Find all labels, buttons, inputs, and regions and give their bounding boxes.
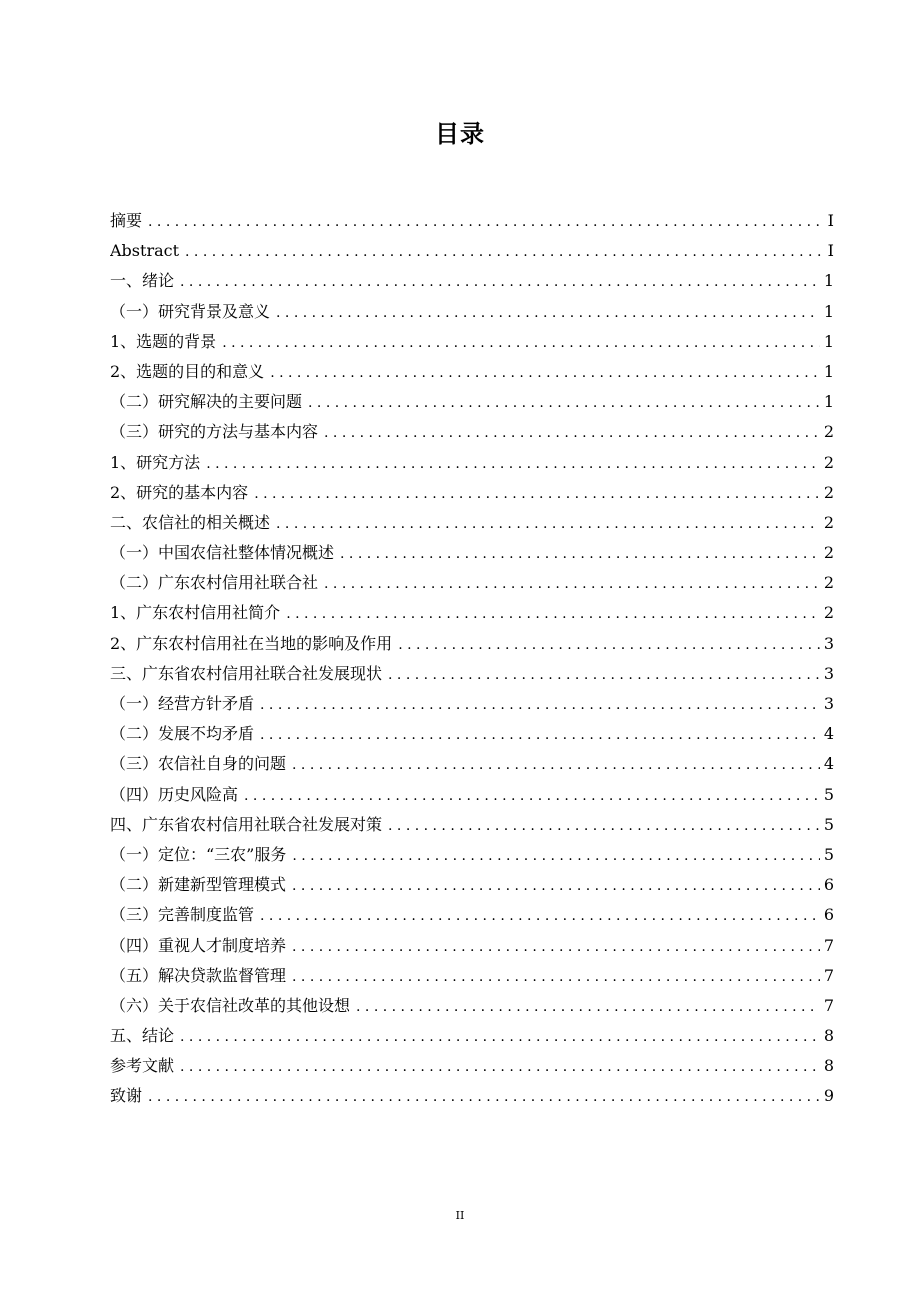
page-number: II [455, 1209, 465, 1222]
toc-entry-label: 摘要 [110, 211, 143, 230]
toc-entry[interactable] [110, 327, 834, 357]
toc-dot-leader [180, 267, 820, 296]
toc-entry[interactable] [110, 448, 834, 478]
toc-entry-label: （一）中国农信社整体情况概述 [110, 543, 335, 563]
toc-entry-page: 6 [823, 875, 834, 895]
toc-entry-label: （二）发展不均矛盾 [110, 724, 255, 744]
toc-dot-leader [388, 811, 820, 840]
toc-entry-page: 2 [823, 573, 834, 593]
toc-dot-leader [324, 569, 820, 598]
toc-entry-page: 1 [823, 301, 834, 321]
toc-entry-page: I [827, 241, 834, 261]
toc-entry[interactable] [110, 598, 834, 628]
toc-dot-leader [292, 962, 820, 991]
toc-entry-label: （一）研究背景及意义 [110, 301, 271, 321]
toc-dot-leader [388, 660, 820, 689]
toc-entry[interactable] [110, 991, 834, 1021]
toc-entry[interactable] [110, 417, 834, 447]
toc-entry[interactable] [110, 840, 834, 870]
toc-entry-label: （二）新建新型管理模式 [110, 875, 287, 895]
toc-entry-page: 1 [823, 331, 834, 351]
toc-entry-label: 参考文献 [110, 1056, 175, 1076]
toc-entry-label: 1、研究方法 [110, 452, 201, 472]
toc-entry[interactable] [110, 206, 834, 236]
toc-entry[interactable] [110, 1081, 834, 1111]
toc-entry-label: 2、研究的基本内容 [110, 482, 249, 502]
toc-entry-label: （六）关于农信社改革的其他设想 [110, 995, 351, 1015]
toc-entry-page: 6 [823, 905, 834, 925]
toc-entry[interactable] [110, 508, 834, 538]
table-of-contents [110, 206, 834, 1112]
toc-dot-leader [260, 901, 820, 930]
toc-dot-leader [206, 449, 820, 478]
toc-entry-label: （一）定位：“三农”服务 [110, 844, 287, 864]
toc-entry[interactable] [110, 357, 834, 387]
toc-entry-page: 7 [823, 995, 834, 1015]
toc-entry[interactable] [110, 931, 834, 961]
toc-entry-label: 三、广东省农村信用社联合社发展现状 [110, 663, 383, 683]
toc-entry-page: 2 [823, 452, 834, 472]
toc-dot-leader [340, 539, 820, 568]
toc-dot-leader [324, 418, 820, 447]
toc-entry-page: 8 [823, 1026, 834, 1046]
toc-entry-page: 1 [823, 271, 834, 291]
toc-entry-label: （四）历史风险高 [110, 784, 239, 804]
toc-dot-leader [276, 509, 820, 538]
toc-entry-page: I [827, 211, 834, 230]
toc-entry-label: 四、广东省农村信用社联合社发展对策 [110, 814, 383, 834]
toc-dot-leader [276, 298, 820, 327]
toc-entry-page: 2 [823, 512, 834, 532]
toc-dot-leader [308, 388, 820, 417]
toc-dot-leader [356, 992, 820, 1021]
toc-dot-leader [292, 871, 820, 900]
toc-entry-label: 一、绪论 [110, 271, 175, 291]
toc-dot-leader [180, 1052, 820, 1081]
toc-entry-page: 3 [823, 694, 834, 713]
toc-entry[interactable] [110, 1051, 834, 1081]
toc-entry[interactable] [110, 749, 834, 779]
toc-entry[interactable] [110, 689, 834, 719]
toc-entry[interactable] [110, 780, 834, 810]
toc-entry-page: 7 [823, 935, 834, 955]
toc-entry[interactable] [110, 870, 834, 900]
toc-dot-leader [292, 932, 820, 961]
page-title: 目录 [435, 120, 485, 148]
toc-entry-label: （三）农信社自身的问题 [110, 754, 287, 774]
toc-entry[interactable] [110, 266, 834, 296]
toc-entry-label: 1、广东农村信用社简介 [110, 603, 281, 623]
toc-entry-page: 2 [823, 482, 834, 502]
toc-dot-leader [292, 750, 820, 779]
toc-entry-page: 1 [823, 361, 834, 381]
toc-dot-leader [148, 1082, 820, 1111]
toc-dot-leader [292, 841, 819, 870]
toc-entry-page: 2 [823, 543, 834, 563]
toc-entry-page: 3 [823, 633, 834, 653]
toc-entry-page: 5 [823, 814, 834, 834]
toc-entry-label: 2、广东农村信用社在当地的影响及作用 [110, 633, 393, 653]
toc-entry[interactable] [110, 538, 834, 568]
toc-entry-label: （三）研究的方法与基本内容 [110, 422, 319, 442]
toc-entry-label: Abstract [110, 241, 180, 261]
toc-entry[interactable] [110, 719, 834, 749]
toc-entry-page: 8 [823, 1056, 834, 1076]
toc-entry[interactable] [110, 1021, 834, 1051]
toc-entry-label: （五）解决贷款监督管理 [110, 965, 287, 985]
toc-entry-page: 2 [823, 422, 834, 442]
toc-entry-label: 五、结论 [110, 1026, 175, 1046]
toc-entry-label: （三）完善制度监管 [110, 905, 255, 925]
toc-dot-leader [185, 237, 822, 266]
toc-entry-page: 9 [823, 1086, 834, 1106]
toc-entry[interactable] [110, 629, 834, 659]
toc-entry[interactable] [110, 810, 834, 840]
toc-dot-leader [260, 690, 820, 719]
toc-dot-leader [244, 781, 820, 810]
toc-entry-label: 二、农信社的相关概述 [110, 512, 271, 532]
toc-entry-page: 2 [823, 603, 834, 623]
toc-dot-leader [398, 630, 820, 659]
toc-entry-page: 3 [823, 663, 834, 683]
toc-entry-label: 2、选题的目的和意义 [110, 361, 265, 381]
toc-entry[interactable] [110, 900, 834, 930]
toc-entry[interactable] [110, 568, 834, 598]
toc-dot-leader [254, 479, 820, 508]
toc-entry-page: 4 [823, 724, 834, 744]
toc-dot-leader [222, 328, 820, 357]
toc-entry-label: （四）重视人才制度培养 [110, 935, 287, 955]
toc-entry-label: （二）研究解决的主要问题 [110, 392, 303, 412]
toc-entry[interactable] [110, 961, 834, 991]
toc-entry[interactable] [110, 478, 834, 508]
toc-entry[interactable] [110, 297, 834, 327]
toc-entry[interactable] [110, 236, 834, 266]
toc-entry-label: 致谢 [110, 1086, 143, 1106]
toc-entry-page: 7 [823, 965, 834, 985]
toc-dot-leader [260, 720, 820, 749]
toc-dot-leader [148, 207, 822, 236]
toc-dot-leader [180, 1022, 820, 1051]
toc-entry-label: （一）经营方针矛盾 [110, 694, 255, 713]
toc-entry[interactable] [110, 387, 834, 417]
toc-entry-label: 1、选题的背景 [110, 331, 217, 351]
toc-entry-page: 5 [823, 844, 834, 864]
toc-entry-page: 5 [823, 784, 834, 804]
toc-entry-label: （二）广东农村信用社联合社 [110, 573, 319, 593]
toc-dot-leader [270, 358, 820, 387]
toc-dot-leader [286, 599, 820, 628]
toc-entry-page: 4 [823, 754, 834, 774]
toc-entry[interactable] [110, 659, 834, 689]
toc-entry-page: 1 [823, 392, 834, 412]
